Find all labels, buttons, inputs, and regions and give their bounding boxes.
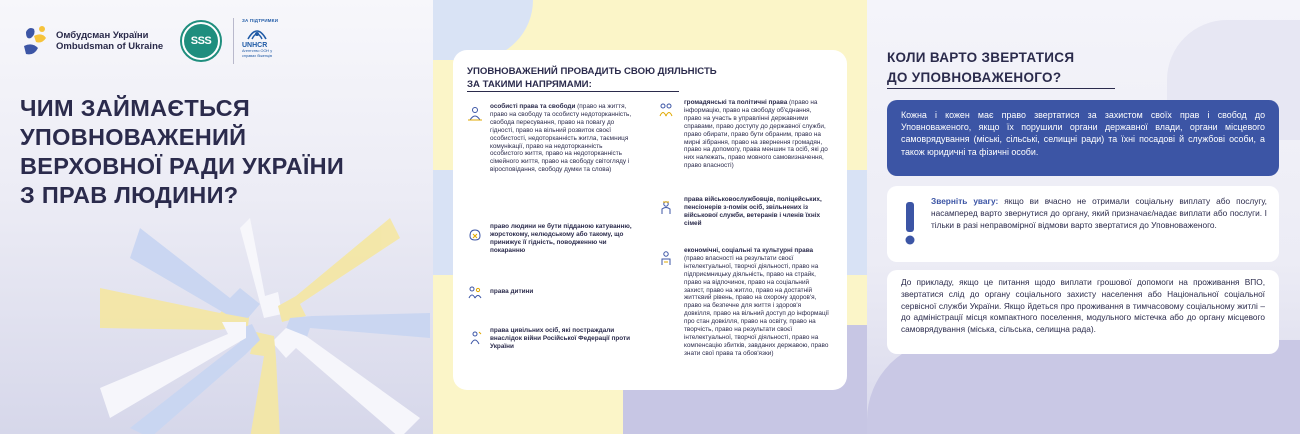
right-panel xyxy=(867,0,1300,434)
title-underline xyxy=(467,91,679,92)
unhcr-name: UNHCR xyxy=(242,42,268,49)
direction-item-text: (право на життя, право на свободу та особисту недоторканність, свобода пересування, право на повагу до гідності, право на вільний розвиток своєї особистості, недоторканність житла, таємниця комунікації, право на недоторканність особистого життя, право на недоторканність сімейного життя, право на свободу світогляду і віросповідання, свободу думки та слова) xyxy=(490,103,632,174)
when-to-apply-title xyxy=(887,48,1187,88)
ombudsman-name-ua: Омбудсман України xyxy=(56,30,149,41)
title-line: ДО УПОВНОВАЖЕНОГО? xyxy=(887,70,1062,85)
attention-box xyxy=(887,186,1279,262)
direction-item-text: (право на інформацію, право на свободу об'єднання, право на участь в управлінні державними справами, право доступу до державної служби, право обирати, право бути обраним, право на мирні зібрання, право на звернення громадян, право на допомогу, права меншин та осіб, які до них належать, право мовного самовизначення, право власності) xyxy=(684,99,828,170)
citizens-icon xyxy=(658,102,674,118)
hand-stop-icon xyxy=(467,226,483,242)
example-box xyxy=(887,270,1279,354)
page-title xyxy=(20,94,420,210)
direction-item-title: економічні, соціальні та культурні права xyxy=(684,247,814,254)
attention-label: Зверніть увагу: xyxy=(931,196,999,206)
civilians-icon xyxy=(467,330,483,346)
title-line: ВЕРХОВНОЇ РАДИ УКРАЇНИ xyxy=(20,153,345,179)
logo-divider xyxy=(233,18,234,64)
direction-item-title: особисті права та свободи xyxy=(490,103,576,110)
ombudsman-name-en: Ombudsman of Ukraine xyxy=(56,41,164,52)
direction-item-title: права цивільних осіб, які постраждали внаслідок війни Російської Федерації проти України xyxy=(490,327,631,350)
rights-info-text: Кожна і кожен має право звертатися за захистом своїх прав і свобод до Уповноваженого, якщо їх порушили органи державної влади, органи місцевого самоврядування (міські, сільські, селищні ради) та їхні посадові й службові особи, а також юридичні та фізичні особи. xyxy=(901,110,1265,157)
title-line: КОЛИ ВАРТО ЗВЕРТАТИСЯ xyxy=(887,50,1075,65)
attention-body: якщо ви вчасно не отримали соціальну виплату або послугу, насамперед варто звернутися до органу, який призначає/надає виплати або послуги. І тільки в разі неправомірної відмови варто звертатися до Уповноваженого. xyxy=(931,196,1267,230)
title-line: ЧИМ ЗАЙМАЄТЬСЯ xyxy=(20,95,251,121)
title-line: З ПРАВ ЛЮДИНИ? xyxy=(20,182,239,208)
direction-item-title: права дитини xyxy=(490,288,534,295)
direction-item xyxy=(684,196,830,228)
direction-item xyxy=(684,247,830,358)
attention-text xyxy=(931,196,1267,231)
directions-card xyxy=(453,50,847,390)
title-underline xyxy=(887,88,1115,89)
direction-item-title: право людини не бути підданою катуванню, жорстокому, нелюдському або такому, що принижує її гідність, поводженню чи покаранню xyxy=(490,223,632,254)
direction-item xyxy=(490,103,634,174)
hands-circle-illustration xyxy=(100,218,430,434)
military-icon xyxy=(658,200,674,216)
unhcr-emblem-icon xyxy=(246,25,268,41)
direction-item xyxy=(684,99,830,170)
direction-item-title: права військовослужбовців, поліцейських, пенсіонерів з-поміж осіб, звільнених із військової служби, ветеранів і членів їхніх сімей xyxy=(684,196,822,227)
middle-panel xyxy=(433,0,867,434)
left-panel xyxy=(0,0,433,434)
ombudsman-emblem-icon xyxy=(20,22,50,60)
decor-shape xyxy=(867,340,1300,434)
direction-item xyxy=(490,223,634,255)
economic-rights-icon xyxy=(658,250,674,266)
rights-info-box xyxy=(887,100,1279,176)
directions-title: УПОВНОВАЖЕНИЙ ПРОВАДИТЬ СВОЮ ДІЯЛЬНІСТЬ ЗА ТАКИМИ НАПРЯМАМИ: xyxy=(467,66,717,90)
direction-item xyxy=(490,327,634,351)
ombudsman-logo xyxy=(20,18,163,64)
child-icon xyxy=(467,284,483,300)
person-rights-icon xyxy=(467,106,483,122)
direction-item-text: (право власності на результати своєї інтелектуальної, творчої діяльності, право на підприємницьку діяльність, право на страйк, право на відпочинок, право на соціальний захист, право на житло, право на достатній життєвий рівень, право на охорону здоров'я, право на безпечне для життя і здоров'я довкілля, право на вільний доступ до інформації про стан довкілля, право на освіту, право на творчість, право на результати своєї інтелектуальної, творчої діяльності, право на компенсацію збитків, завданих державою, право знати свої права та обов'язки) xyxy=(684,254,829,357)
unhcr-subtitle: Агентство ООН у справах біженців xyxy=(242,49,273,58)
example-text: До прикладу, якщо це питання щодо виплати грошової допомоги на проживання ВПО, звертатися слід до органу соціального захисту населення або Національної соціальної сервісної служби України. Якщо йдеться про проживання в тимчасовому соціальному житлі – до адміністрації місця компактного поселення, модульного містечка або до органу місцевого самоврядування (міська, сільська, селищна рада). xyxy=(901,277,1265,335)
title-line: УПОВНОВАЖЕНИЙ xyxy=(20,124,247,150)
direction-item xyxy=(490,288,634,296)
unhcr-logo xyxy=(242,18,282,58)
support-label: ЗА ПІДТРИМКИ xyxy=(242,18,279,23)
exclamation-icon xyxy=(903,200,917,246)
sss-logo xyxy=(180,20,222,62)
sss-logo-text: SSS xyxy=(184,24,218,58)
direction-item-title: громадянські та політичні права xyxy=(684,99,788,106)
